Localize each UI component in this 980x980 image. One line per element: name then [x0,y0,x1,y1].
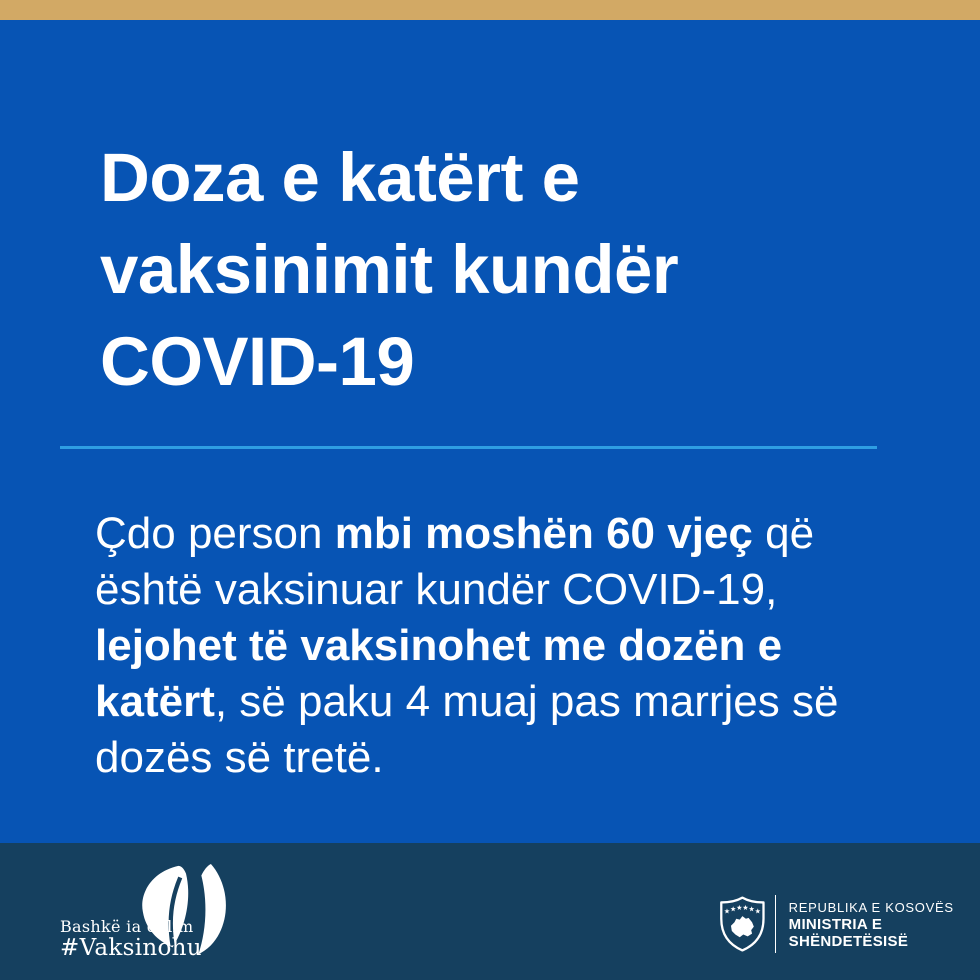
body-line-3 [95,618,838,674]
horizontal-divider [60,446,877,449]
campaign-text [60,917,202,960]
body-text-bold: katërt [95,677,215,726]
title-line-2: vaksinimit kundër [100,231,679,308]
campaign-slogan: Bashkë ia dalim [60,917,194,936]
ministry-label: MINISTRIA E SHËNDETËSISË [788,916,909,950]
kosovo-shield-icon [716,892,769,956]
campaign-lockup [0,843,300,980]
body-line-4 [95,674,838,730]
footer-bar [0,843,980,980]
body-text: që [752,509,815,558]
ministry-text [789,898,980,950]
body-line-1 [95,506,838,562]
main-content-area [0,20,980,843]
title-line-1: Doza e katërt e [100,139,580,216]
body-text: është vaksinuar kundër COVID-19, [95,565,778,614]
campaign-hashtag: #Vaksinohu [60,935,202,961]
body-paragraph [95,506,838,786]
body-text: , së paku 4 muaj pas marrjes së [214,677,839,726]
body-line-2 [95,562,838,618]
title-line-3: COVID-19 [100,323,415,400]
body-text: Çdo person [95,509,335,558]
top-gold-bar [0,0,980,20]
body-line-5 [95,730,838,786]
body-text-bold: lejohet të vaksinohet me dozën e [95,621,783,670]
body-text-bold: mbi moshën 60 vjeç [334,509,753,558]
ministry-lockup [716,892,980,956]
body-text: dozës së tretë. [95,733,384,782]
republic-label: REPUBLIKA E KOSOVËS [788,900,954,915]
ministry-divider-line [775,895,776,953]
page-title [100,132,678,408]
